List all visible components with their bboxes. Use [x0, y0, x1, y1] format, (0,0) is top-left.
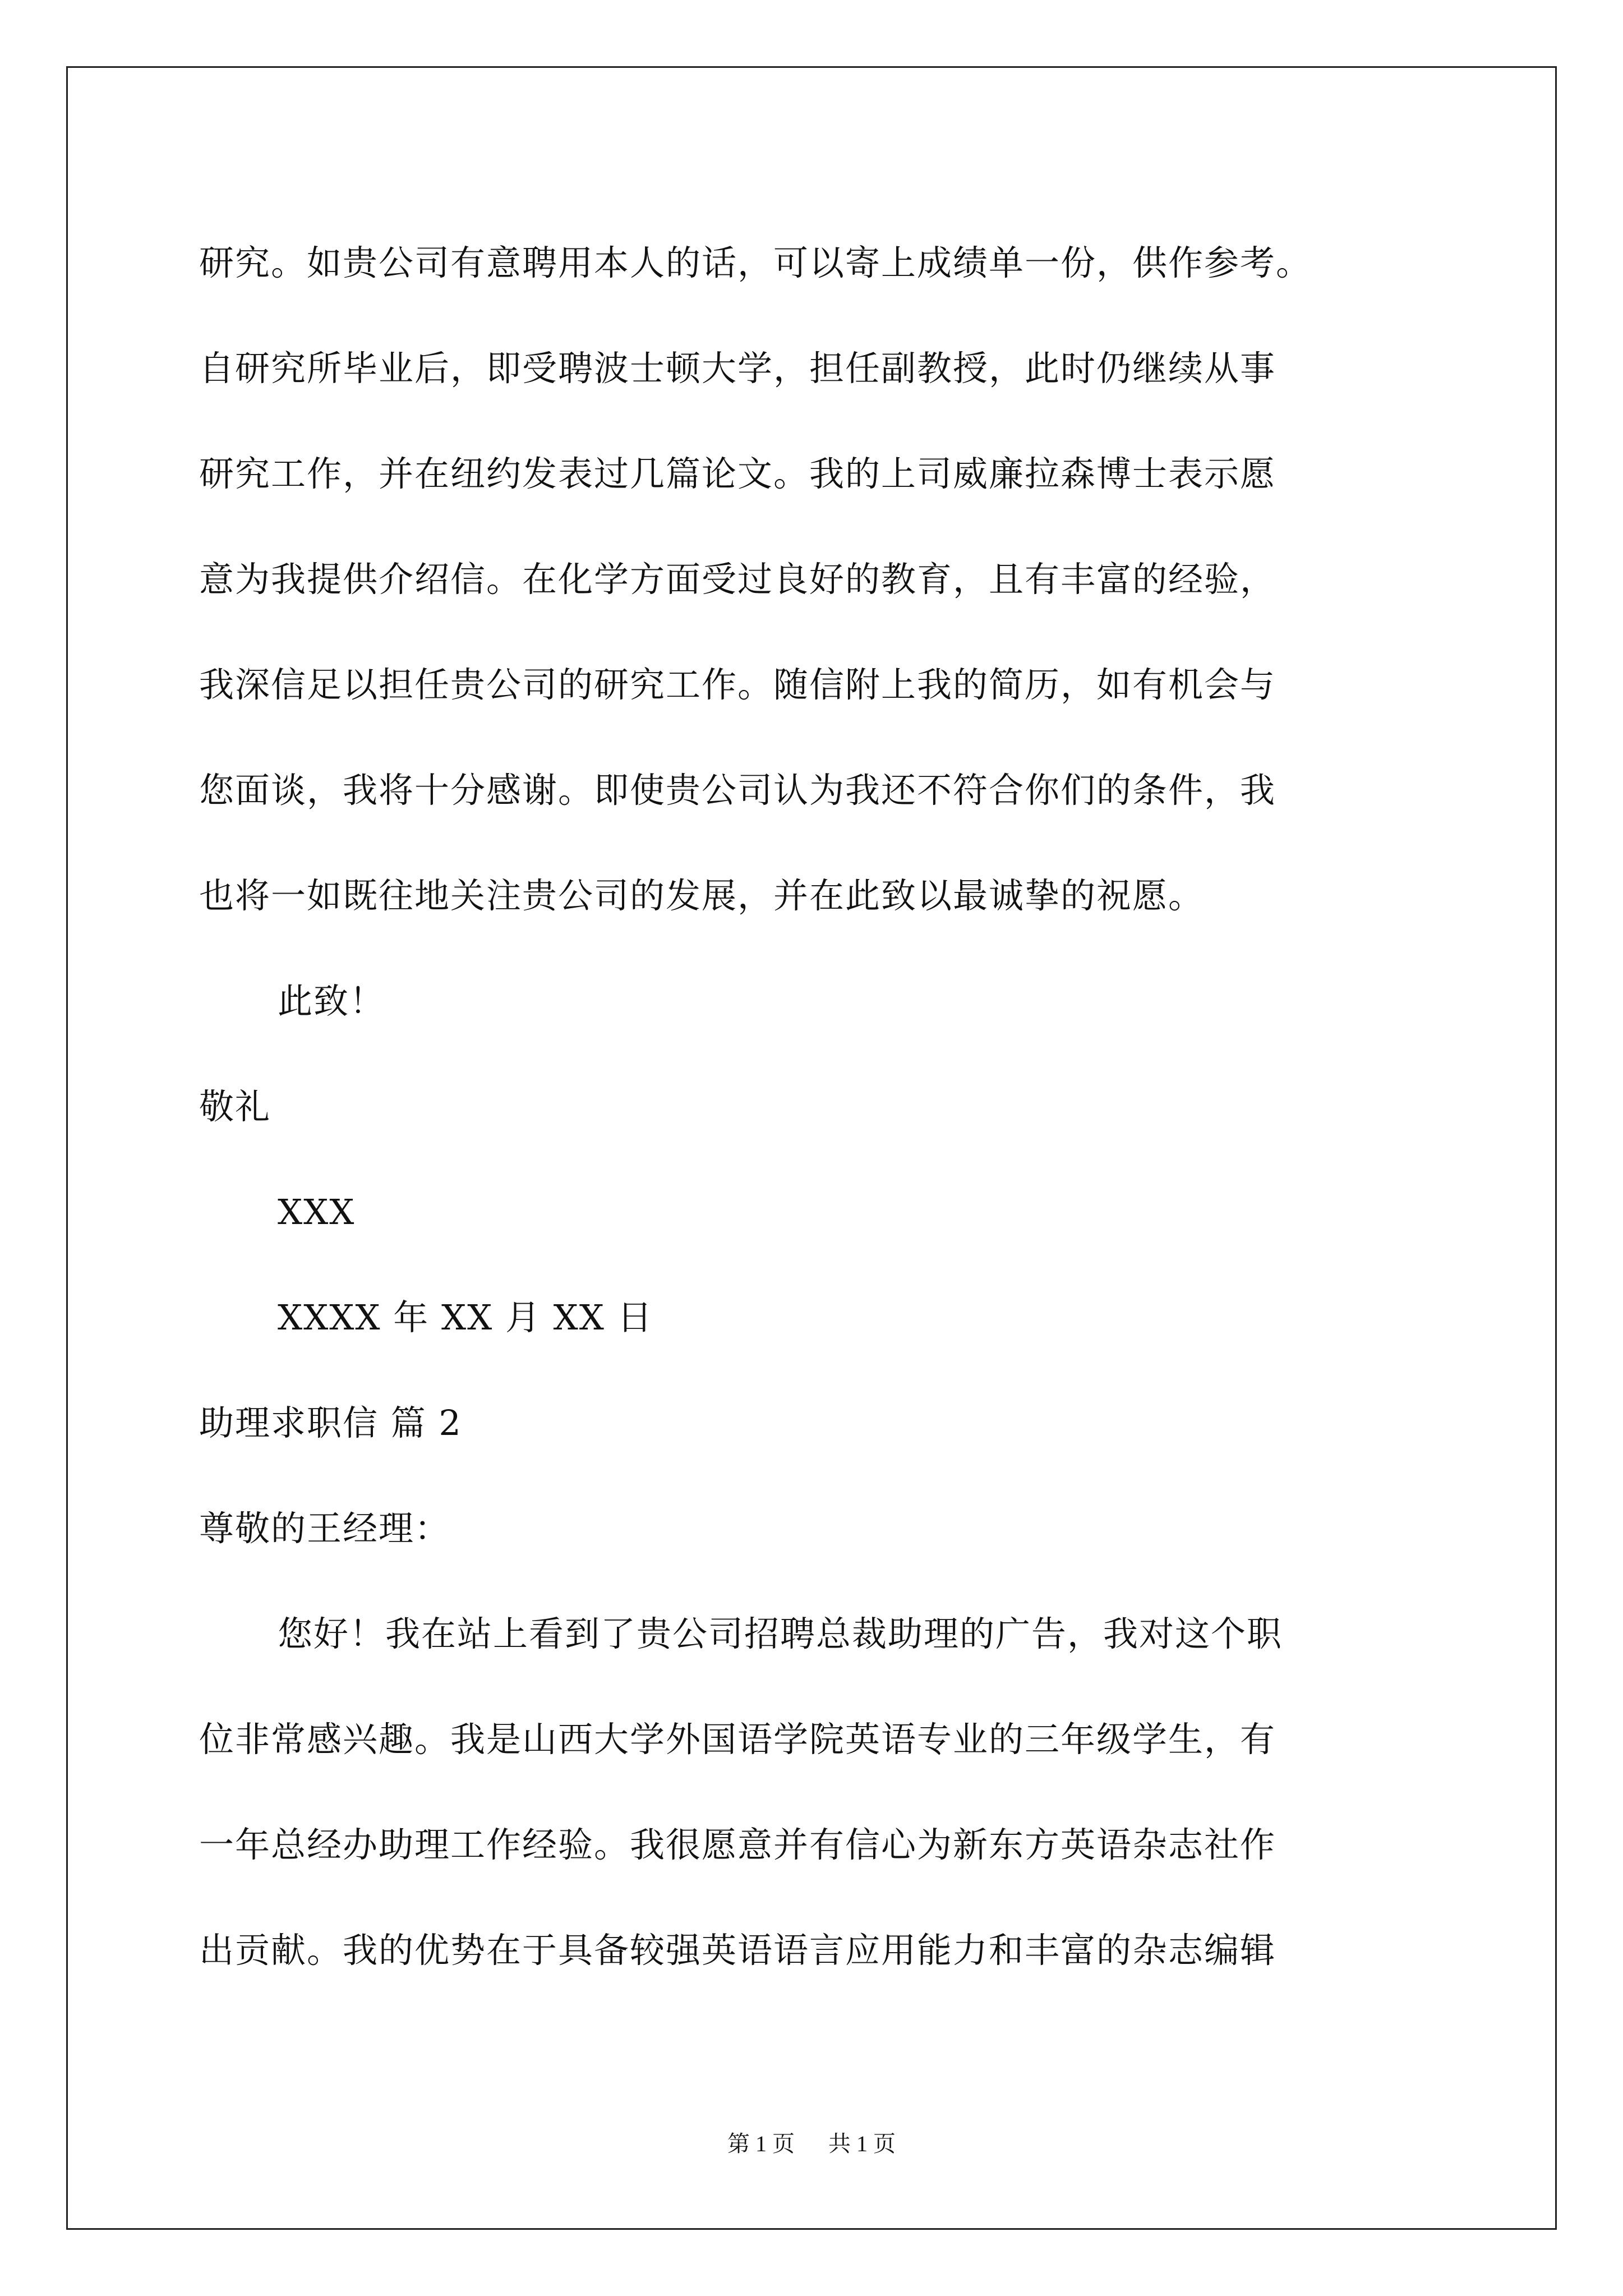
- closing-line: 此致！: [278, 981, 386, 1022]
- paragraph-line: 一年总经办助理工作经验。我很愿意并有信心为新东方英语杂志社作: [199, 1824, 1276, 1865]
- paragraph-line: 研究。如贵公司有意聘用本人的话，可以寄上成绩单一份，供作参考。: [199, 242, 1312, 283]
- paragraph-line: 研究工作，并在纽约发表过几篇论文。我的上司威廉拉森博士表示愿: [199, 453, 1276, 494]
- document-body: [199, 210, 1433, 2003]
- paragraph-line: 也将一如既往地关注贵公司的发展，并在此致以最诚挚的祝愿。: [199, 875, 1205, 916]
- paragraph-line: 自研究所毕业后，即受聘波士顿大学，担任副教授，此时仍继续从事: [199, 348, 1276, 389]
- greeting: 尊敬的王经理：: [199, 1508, 451, 1549]
- paragraph-line: 意为我提供介绍信。在化学方面受过良好的教育，且有丰富的经验，: [199, 559, 1276, 600]
- paragraph-line: 位非常感兴趣。我是山西大学外国语学院英语专业的三年级学生，有: [199, 1719, 1276, 1760]
- section-title: 助理求职信 篇 2: [199, 1402, 462, 1443]
- page-total: 共 1 页: [828, 2131, 896, 2156]
- signature: XXX: [278, 1191, 356, 1232]
- page-number: 第 1 页: [727, 2131, 795, 2156]
- salute-line: 敬礼: [199, 1086, 271, 1127]
- date-line: XXXX 年 XX 月 XX 日: [278, 1297, 653, 1338]
- paragraph-line: 您面谈，我将十分感谢。即使贵公司认为我还不符合你们的条件，我: [199, 770, 1276, 811]
- paragraph-line: 您好！我在站上看到了贵公司招聘总裁助理的广告，我对这个职: [278, 1613, 1283, 1654]
- paragraph-line: 出贡献。我的优势在于具备较强英语语言应用能力和丰富的杂志编辑: [199, 1930, 1276, 1971]
- page-footer: [0, 2126, 1623, 2158]
- paragraph-line: 我深信足以担任贵公司的研究工作。随信附上我的简历，如有机会与: [199, 664, 1276, 705]
